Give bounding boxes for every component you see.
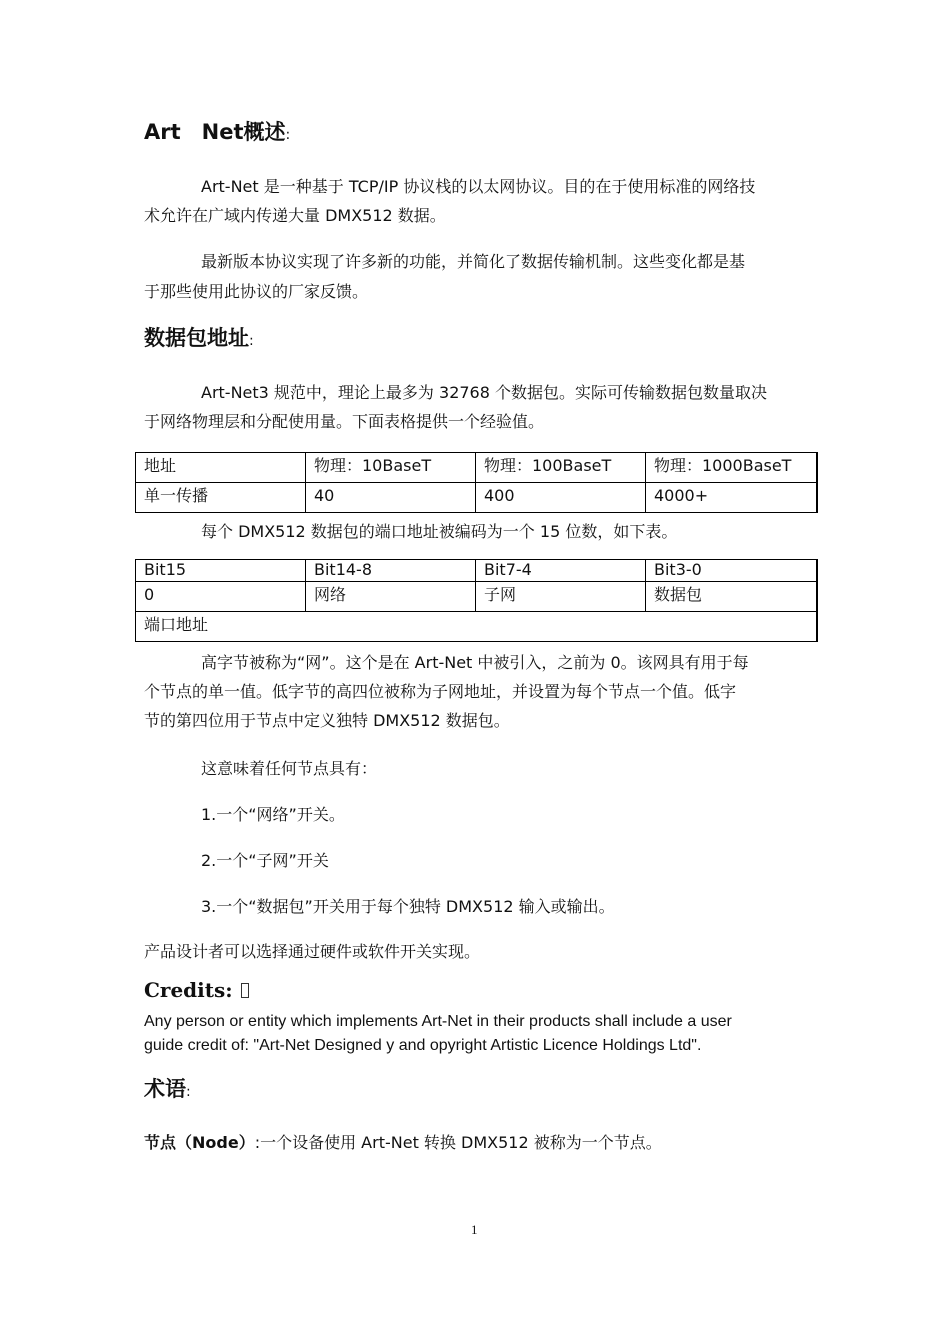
- node-term: 节点（Node）: [144, 1133, 255, 1152]
- overview-heading-text: Art Net概述: [144, 120, 286, 144]
- overview-paragraph-1b: 术允许在广域内传递大量 DMX512 数据。: [144, 206, 446, 225]
- node-definition: [144, 1130, 662, 1153]
- missing-glyph-icon: [241, 983, 249, 998]
- heading-colon: :: [285, 127, 291, 143]
- table-cell: Bit3-0: [646, 560, 818, 582]
- table-row: [136, 612, 818, 642]
- overview-heading: [144, 116, 290, 146]
- table-cell: 网络: [306, 582, 476, 612]
- packet-paragraph-b: 于网络物理层和分配使用量。下面表格提供一个经验值。: [144, 412, 545, 431]
- terms-heading: [144, 1073, 191, 1103]
- credits-line-1: Any person or entity which implements Art-Net in their products shall include a user: [144, 1013, 732, 1030]
- table-cell: 端口地址: [136, 612, 818, 642]
- heading-colon: :: [249, 333, 254, 349]
- table-cell: 地址: [136, 453, 306, 483]
- packet-paragraph-a: Art-Net3 规范中，理论上最多为 32768 个数据包。实际可传输数据包数量取决: [201, 383, 767, 402]
- net-paragraph-a: 高字节被称为“网”。这个是在 Art-Net 中被引入，之前为 0。该网具有用于每: [201, 653, 749, 672]
- table-cell: 子网: [476, 582, 646, 612]
- table-cell: 物理：10BaseT: [306, 453, 476, 483]
- node-description: :一个设备使用 Art-Net 转换 DMX512 被称为一个节点。: [254, 1133, 662, 1152]
- overview-paragraph-2b: 于那些使用此协议的厂家反馈。: [144, 282, 369, 301]
- table-cell: 数据包: [646, 582, 818, 612]
- table-row: [136, 483, 818, 513]
- table-row: [136, 560, 818, 582]
- table-cell: 40: [306, 483, 476, 513]
- table-caption: 每个 DMX512 数据包的端口地址被编码为一个 15 位数，如下表。: [201, 522, 678, 541]
- page-number: 1: [471, 1222, 478, 1237]
- overview-paragraph-2a: 最新版本协议实现了许多新的功能，并简化了数据传输机制。这些变化都是基: [201, 252, 746, 271]
- table-cell: 4000+: [646, 483, 818, 513]
- table-cell: 单一传播: [136, 483, 306, 513]
- credits-heading: [144, 978, 249, 1002]
- list-item: 3.一个“数据包”开关用于每个独特 DMX512 输入或输出。: [201, 897, 615, 916]
- list-item: 2.一个“子网”开关: [201, 851, 329, 870]
- terms-heading-text: 术语: [144, 1077, 186, 1101]
- table-cell: 0: [136, 582, 306, 612]
- table-cell: 物理：1000BaseT: [646, 453, 818, 483]
- table-cell: Bit14-8: [306, 560, 476, 582]
- list-item: 1.一个“网络”开关。: [201, 805, 345, 824]
- credits-line-2: guide credit of: "Art-Net Designed y and opyright Artistic Licence Holdings Ltd".: [144, 1037, 702, 1054]
- table-row: [136, 582, 818, 612]
- heading-colon: :: [186, 1084, 191, 1100]
- designer-text: 产品设计者可以选择通过硬件或软件开关实现。: [144, 942, 481, 961]
- packet-heading: [144, 322, 254, 352]
- credits-heading-text: Credits:: [144, 978, 233, 1002]
- table-cell: Bit15: [136, 560, 306, 582]
- table-cell: 物理：100BaseT: [476, 453, 646, 483]
- port-address-table: [135, 559, 818, 642]
- table-row: [136, 453, 818, 483]
- net-paragraph-b: 个节点的单一值。低字节的高四位被称为子网地址，并设置为每个节点一个值。低字: [144, 682, 737, 701]
- means-text: 这意味着任何节点具有：: [201, 759, 378, 778]
- table-cell: 400: [476, 483, 646, 513]
- overview-paragraph-1a: Art-Net 是一种基于 TCP/IP 协议栈的以太网协议。目的在于使用标准的网络技: [201, 177, 756, 196]
- net-paragraph-c: 节的第四位用于节点中定义独特 DMX512 数据包。: [144, 711, 510, 730]
- packet-heading-text: 数据包地址: [144, 326, 249, 350]
- bandwidth-table: [135, 452, 818, 513]
- table-cell: Bit7-4: [476, 560, 646, 582]
